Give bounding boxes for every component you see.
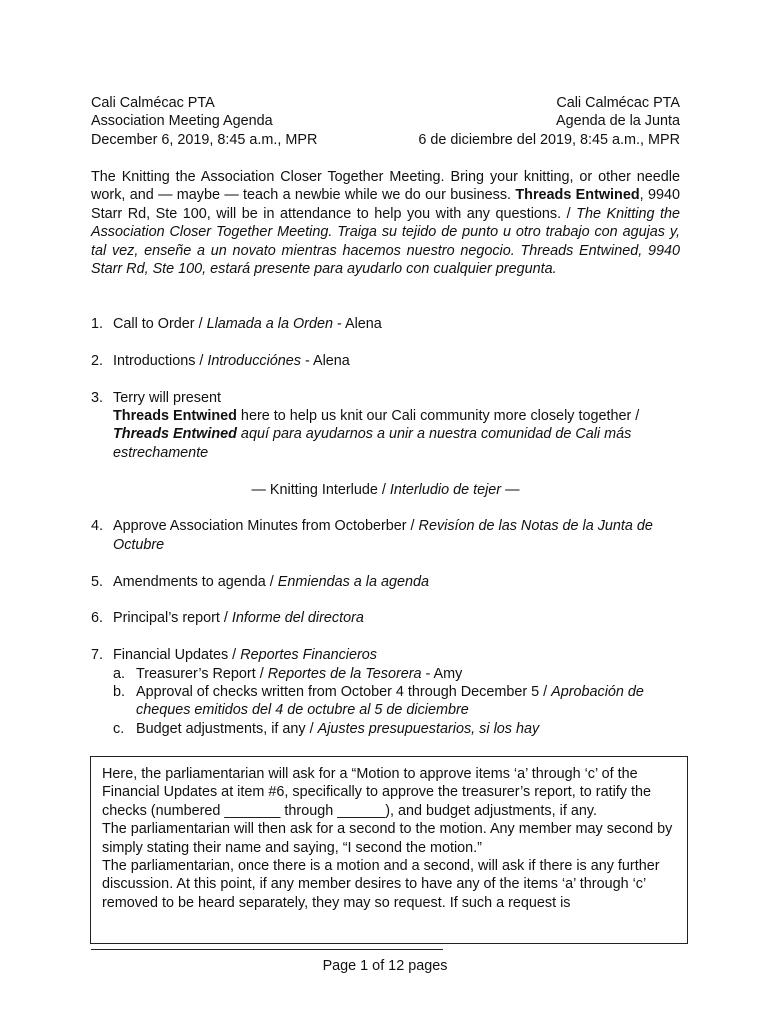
interlude-en: — Knitting Interlude / xyxy=(251,481,390,498)
intro-paragraph xyxy=(91,168,680,278)
item-en: Principal’s report / xyxy=(113,610,232,627)
intro-en-a: The Knitting the Association Closer Together Meeting. Bring your knitting, or other needle work, and — maybe — teach a newbie while we do our business. xyxy=(91,169,680,204)
financial-subitems xyxy=(113,665,680,739)
item-number: 1. xyxy=(91,316,104,332)
item-es: Introducciónes xyxy=(207,352,301,369)
agenda-item-6 xyxy=(91,609,680,627)
item-presenter: - Alena xyxy=(301,352,350,369)
item-es: Enmiendas a la agenda xyxy=(277,573,430,590)
header-org-en: Cali Calmécac PTA xyxy=(91,95,215,111)
item-3-body xyxy=(113,407,680,462)
sub-es: Aprobación de cheques emitidos del 4 de octubre al 5 de diciembre xyxy=(136,684,644,719)
item-number: 4. xyxy=(91,518,104,535)
item-3-en: here to help us knit our Cali community more closely together / xyxy=(236,408,640,424)
item-3-es: aquí para ayudarnos a unir a nuestra comunidad de Cali más estrechamente xyxy=(113,426,632,461)
item-en: Approve Association Minutes from Octoberber / xyxy=(113,518,419,535)
header-date-en: December 6, 2019, 8:45 a.m., MPR xyxy=(91,131,318,148)
item-3-line1: Terry will present xyxy=(113,389,221,406)
agenda-item-1 xyxy=(91,315,680,333)
sub-en: Budget adjustments, if any / xyxy=(136,720,318,737)
item-3-bold-en: Threads Entwined xyxy=(113,408,237,424)
item-en: Amendments to agenda / xyxy=(113,573,278,590)
header-title-en: Association Meeting Agenda xyxy=(91,113,273,130)
note-paragraph-3: The parliamentarian, once there is a motion and a second, will ask if there is any further discussion. At this point, if any member desires to have any of the items ‘a’ through ‘c’ removed to be heard separately, they may so request. If such a request is xyxy=(102,858,660,911)
footer-divider xyxy=(91,949,443,950)
header-date-es: 6 de diciembre del 2019, 8:45 a.m., MPR xyxy=(418,131,680,148)
intro-en-b: , 9940 Starr Rd, Ste 100, will be in attendance to help you with any questions. / xyxy=(91,187,680,222)
sub-en: Treasurer’s Report / xyxy=(136,665,268,682)
item-es: Reportes Financieros xyxy=(240,647,377,664)
agenda-item-3 xyxy=(91,389,680,463)
interlude-es: Interludio de tejer xyxy=(389,481,502,498)
sub-letter: a. xyxy=(113,665,126,682)
item-presenter: - Alena xyxy=(332,316,382,332)
item-number: 5. xyxy=(91,573,104,590)
agenda-list xyxy=(91,315,680,757)
sub-letter: b. xyxy=(113,684,126,701)
subitem-b xyxy=(113,683,680,720)
item-en: Introductions / xyxy=(113,352,208,369)
item-es: Revisíon de las Notas de la Junta de Octubre xyxy=(113,518,653,553)
item-en: Call to Order / xyxy=(113,316,207,332)
sub-letter: c. xyxy=(113,720,125,737)
item-es: Llamada a la Orden xyxy=(206,316,333,332)
item-en: Financial Updates / xyxy=(113,647,241,664)
note-paragraph-1: Here, the parliamentarian will ask for a “Motion to approve items ‘a’ through ‘c’ of the Financial Updates at item #6, specifically to approve the treasurer’s report, to ratify the checks (numbered _______ through ______), and budget adjustments, if any. xyxy=(102,766,651,819)
subitem-a xyxy=(113,665,680,683)
sub-es: Reportes de la Tesorera xyxy=(267,665,422,682)
item-number: 6. xyxy=(91,610,104,627)
header-org-es: Cali Calmécac PTA xyxy=(556,95,680,111)
intro-en-bold: Threads Entwined xyxy=(515,187,640,204)
agenda-item-4 xyxy=(91,517,680,554)
subitem-c xyxy=(113,720,680,738)
intro-es: The Knitting the Association Closer Together Meeting. Traiga su tejido de punto u otro trabajo con agujas y, tal vez, enseñe a un novato mientras hacemos nuestro negocio. Threads Entwined, 9940 Starr Rd, Ste 100, estará presente para ayudarlo con cualquier pregunta. xyxy=(91,205,680,278)
sub-es: Ajustes presupuestarios, si los hay xyxy=(317,720,540,737)
header-spanish xyxy=(418,94,680,149)
agenda-item-2 xyxy=(91,352,680,370)
item-number: 3. xyxy=(91,389,104,406)
page-number: Page 1 of 12 pages xyxy=(322,958,448,974)
note-paragraph-2: The parliamentarian will then ask for a second to the motion. Any member may second by simply stating their name and saying, “I second the motion.” xyxy=(102,821,673,856)
parliamentarian-note-box xyxy=(90,756,688,944)
interlude-end: — xyxy=(501,481,520,498)
item-es: Informe del directora xyxy=(231,610,364,627)
agenda-item-7 xyxy=(91,646,680,738)
sub-presenter: - Amy xyxy=(421,665,463,682)
knitting-interlude xyxy=(91,481,680,499)
header-english xyxy=(91,94,317,149)
item-number: 2. xyxy=(91,352,104,369)
agenda-item-5 xyxy=(91,573,680,591)
header-title-es: Agenda de la Junta xyxy=(555,113,680,130)
item-number: 7. xyxy=(91,647,104,664)
item-3-bold-es: Threads Entwined xyxy=(113,426,237,443)
sub-en: Approval of checks written from October 4 through December 5 / xyxy=(136,684,552,701)
